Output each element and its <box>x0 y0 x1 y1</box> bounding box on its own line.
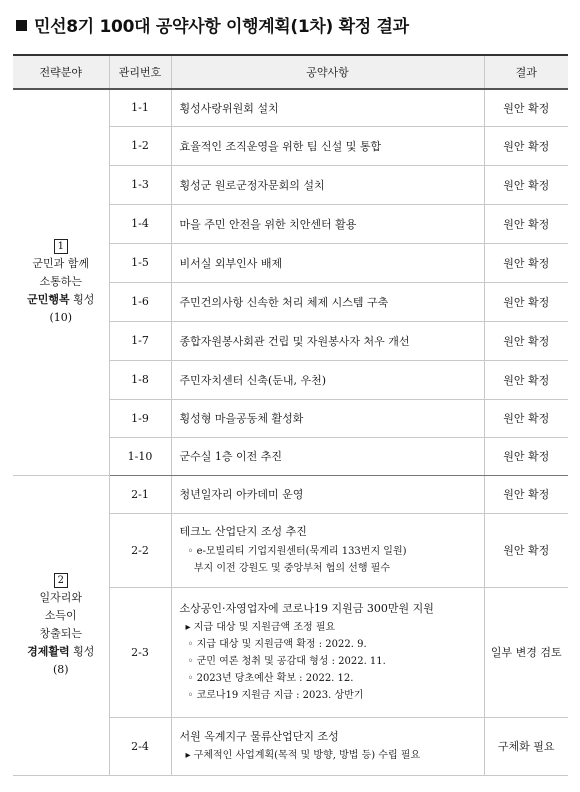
result-text: 원안 확정 <box>484 126 568 165</box>
row-number: 1-9 <box>109 399 171 437</box>
page-title <box>16 12 409 37</box>
pledge-cell <box>171 587 484 717</box>
result-text: 일부 변경 검토 <box>484 587 568 717</box>
strategy-area-2 <box>13 475 109 775</box>
area-number-box: 2 <box>54 573 68 588</box>
pledge-detail: ◦ 군민 여론 청취 및 공감대 형성 : 2022. 11. <box>187 656 386 667</box>
result-text: 원안 확정 <box>484 321 568 360</box>
pledge-text: 서원 옥계지구 물류산업단지 조성 <box>179 730 339 743</box>
pledge-text: 횡성군 원로군정자문회의 설치 <box>171 165 484 204</box>
area-text: 소통하는 <box>39 275 82 289</box>
result-text: 구체화 필요 <box>484 717 568 775</box>
row-number: 1-6 <box>109 282 171 321</box>
pledge-text: 효율적인 조직운영을 위한 팀 신설 및 통합 <box>171 126 484 165</box>
pledge-text: 비서실 외부인사 배제 <box>171 243 484 282</box>
row-number: 1-1 <box>109 89 171 126</box>
pledge-detail: ◦ 2023년 당초예산 확보 : 2022. 12. <box>187 673 354 684</box>
row-number: 1-10 <box>109 437 171 475</box>
row-number: 1-5 <box>109 243 171 282</box>
pledge-cell <box>171 717 484 775</box>
area-count: (8) <box>52 663 69 676</box>
row-number: 2-4 <box>109 717 171 775</box>
strategy-area-1 <box>13 89 109 475</box>
pledge-text: 테크노 산업단지 조성 추진 <box>179 525 307 538</box>
header-number: 관리번호 <box>109 55 171 89</box>
pledge-table <box>13 54 568 776</box>
result-text: 원안 확정 <box>484 204 568 243</box>
result-text: 원안 확정 <box>484 513 568 587</box>
header-area: 전략분야 <box>13 55 109 89</box>
area-text: 횡성 <box>69 293 95 307</box>
pledge-text: 마을 주민 안전을 위한 치안센터 활용 <box>171 204 484 243</box>
header-result: 결과 <box>484 55 568 89</box>
pledge-text: 군수실 1층 이전 추진 <box>171 437 484 475</box>
area-text: 횡성 <box>69 645 95 658</box>
pledge-text: 소상공인·자영업자에 코로나19 지원금 300만원 지원 <box>179 602 434 615</box>
area-text: 소득이 <box>44 609 77 622</box>
pledge-cell <box>171 513 484 587</box>
row-number: 1-2 <box>109 126 171 165</box>
row-number: 1-3 <box>109 165 171 204</box>
pledge-detail: 부지 이전 강원도 및 중앙부처 협의 선행 필수 <box>187 563 390 574</box>
row-number: 1-7 <box>109 321 171 360</box>
result-text: 원안 확정 <box>484 360 568 399</box>
area-text: 일자리와 <box>39 591 82 604</box>
row-number: 2-3 <box>109 587 171 717</box>
result-text: 원안 확정 <box>484 399 568 437</box>
result-text: 원안 확정 <box>484 165 568 204</box>
area-text: 창출되는 <box>39 627 82 640</box>
row-number: 2-1 <box>109 475 171 513</box>
pledge-text: 횡성형 마을공동체 활성화 <box>171 399 484 437</box>
table-header-row <box>13 55 568 89</box>
pledge-detail: ▸ 지급 대상 및 지원금액 조정 필요 <box>185 622 336 633</box>
square-bullet-icon <box>16 20 27 31</box>
pledge-text: 횡성사랑위원회 설치 <box>171 89 484 126</box>
area-number-box: 1 <box>54 239 68 254</box>
area-count: (10) <box>49 311 73 325</box>
table-row <box>13 475 568 513</box>
pledge-detail: ◦ 지급 대상 및 지원금액 확정 : 2022. 9. <box>187 639 367 650</box>
area-text: 군민과 함께 <box>32 257 90 271</box>
row-number: 1-4 <box>109 204 171 243</box>
pledge-text: 청년일자리 아카데미 운영 <box>171 475 484 513</box>
area-keyword: 경제활력 <box>27 645 70 658</box>
table-row <box>13 89 568 126</box>
result-text: 원안 확정 <box>484 282 568 321</box>
result-text: 원안 확정 <box>484 243 568 282</box>
page-title-text: 민선8기 100대 공약사항 이행계획(1차) 확정 결과 <box>34 17 409 37</box>
pledge-detail: ◦ e-모빌리티 기업지원센터(묵계리 133번지 일원) <box>187 546 407 557</box>
result-text: 원안 확정 <box>484 89 568 126</box>
row-number: 1-8 <box>109 360 171 399</box>
pledge-detail: ▸ 구체적인 사업계획(목적 및 방향, 방법 등) 수립 필요 <box>185 750 421 761</box>
pledge-detail: ◦ 코로나19 지원금 지급 : 2023. 상반기 <box>187 690 364 701</box>
header-pledge: 공약사항 <box>171 55 484 89</box>
row-number: 2-2 <box>109 513 171 587</box>
pledge-text: 종합자원봉사회관 건립 및 자원봉사자 처우 개선 <box>171 321 484 360</box>
pledge-text: 주민건의사항 신속한 처리 체제 시스템 구축 <box>171 282 484 321</box>
result-text: 원안 확정 <box>484 437 568 475</box>
area-keyword: 군민행복 <box>27 293 70 307</box>
pledge-text: 주민자치센터 신축(둔내, 우천) <box>171 360 484 399</box>
result-text: 원안 확정 <box>484 475 568 513</box>
